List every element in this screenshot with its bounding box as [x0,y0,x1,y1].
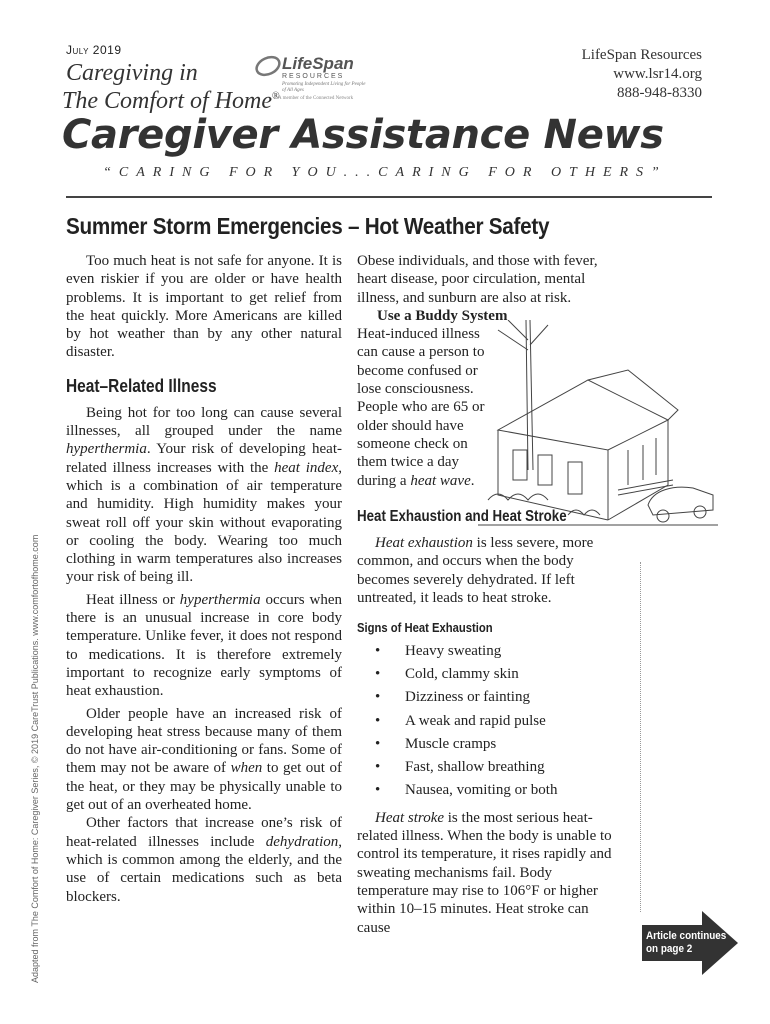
signs-list [357,640,625,803]
list-item: • Dizziness or fainting [357,686,625,709]
logo-sub: RESOURCES [282,73,345,80]
paragraph: Other factors that increase one’s risk of heat-related illnesses include dehydration, which is common among the elderly, and the use of certain medications such as beta blockers. [66,815,342,905]
list-item: • Cold, clammy skin [357,663,625,686]
section-heading-heat-related: Heat–Related Illness [66,375,217,396]
intro-paragraph: Too much heat is not safe for anyone. It is even riskier if you are older or have health problems. It is important to get relief from the heat quickly. More Americans are killed by hot weather than by any other natural disaster. [66,253,342,361]
list-item: • Muscle cramps [357,733,625,756]
logo-footer: A member of the Connected Network [278,96,354,101]
copyright-credit: Adapted from The Comfort of Home: Caregiver Series, © 2019 CareTrust Publications. www.comfortofhome.com [30,534,40,983]
masthead: Caregiver Assistance News [62,112,664,158]
buddy-paragraph: Heat-induced illness can cause a person to become confused or lose consciousness. People who are 65 or older should have someone check on them twice a day during a heat wave. [357,326,485,489]
article-column-1 [66,252,342,906]
paragraph: Being hot for too long can cause several illnesses, all grouped under the name hyperthermia. Your risk of developing heat-related illness increases with the heat index, which is a combination of air temperature and humidity. High humidity makes your sweat roll off your skin without evaporating or cooling the body. Wearing too much clothing in warm temperatures also increases your risk of being ill. [66,404,342,586]
house-illustration [478,320,718,535]
continue-label: Article continues on page 2 [646,930,727,955]
phone: 888-948-8330 [617,85,702,101]
paragraph: Heat illness or hyperthermia occurs when there is an unusual increase in core body temperature. Unlike fever, it does not respond to medications. It is therefore extremely important to recognize early symptoms of heat exhaustion. [66,591,342,700]
paragraph: Heat exhaustion is less severe, more common, and occurs when the body becomes severely dehydrated. If left untreated, it leads to heat stroke. [357,535,594,607]
column-divider [640,562,641,912]
buddy-system-heading: Use a Buddy System [377,307,508,324]
signs-heading: Signs of Heat Exhaustion [357,621,493,636]
issue-date: July 2019 [66,43,122,57]
lifespan-logo [254,52,364,104]
list-item: • Heavy sweating [357,640,625,663]
continue-arrow[interactable] [640,911,740,975]
logo-tagline: Promoting Independent Living for People of All Ages [282,82,366,93]
list-item: • A weak and rapid pulse [357,710,625,733]
logo-name: LifeSpan [282,54,354,73]
divider [66,196,712,198]
publication-title-line2: The Comfort of Home® [62,88,280,114]
list-item: • Fast, shallow breathing [357,756,625,779]
section-heading-heat-exhaustion: Heat Exhaustion and Heat Stroke [357,507,567,525]
article-headline: Summer Storm Emergencies – Hot Weather Safety [66,213,550,239]
website: www.lsr14.org [613,66,702,82]
paragraph: Older people have an increased risk of developing heat stress because many of them do not have air-conditioning or fans. Some of them may not be aware of when to get out of the heat, or they may be physically unable to get out of an overheated home. [66,705,342,814]
org-name: LifeSpan Resources [581,47,702,63]
tagline: “CARING FOR YOU...CARING FOR OTHERS” [103,165,667,180]
contact-block [582,46,702,103]
list-item: • Nausea, vomiting or both [357,779,625,802]
lifespan-swoosh-icon [254,54,282,78]
paragraph: Heat stroke is the most serious heat-related illness. When the body is unable to control its temperature, it rises rapidly and sweating mechanisms fail. Body temperature may rise to 106°F or higher within 10–15 minutes. Heat stroke can cause [357,809,612,936]
publication-title-line1: Caregiving in [66,60,198,86]
paragraph: Obese individuals, and those with fever, heart disease, poor circulation, mental illness, and sunburn are also at risk. [357,253,598,306]
